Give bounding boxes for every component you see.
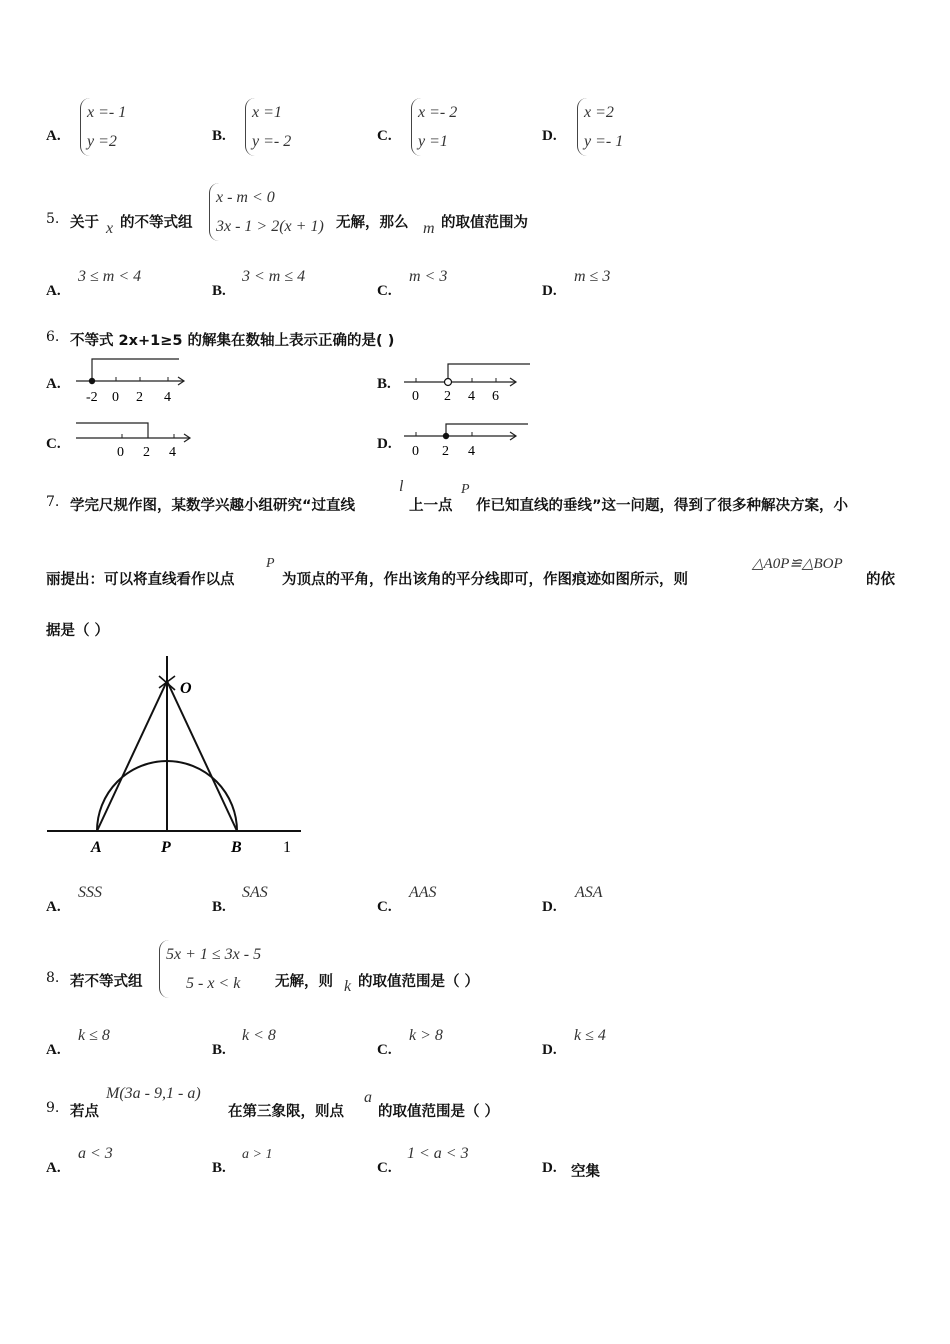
option-label: D. bbox=[542, 1042, 557, 1058]
option-label: B. bbox=[212, 899, 226, 915]
q4-option-a-system bbox=[80, 98, 126, 156]
question-text: 上一点 bbox=[409, 498, 453, 514]
number-line-d bbox=[402, 418, 532, 462]
question-text: 据是（ ） bbox=[46, 623, 110, 639]
question-number: 6. bbox=[46, 329, 60, 345]
option-label: B. bbox=[377, 376, 391, 392]
option-expr: m < 3 bbox=[409, 268, 448, 285]
question-text: 不等式 2x+1≥5 的解集在数轴上表示正确的是( ) bbox=[70, 333, 395, 349]
tick-label: 4 bbox=[468, 444, 475, 459]
q4-option-b-system bbox=[245, 98, 291, 156]
option-label: A. bbox=[46, 283, 61, 299]
question-text: 的取值范围为 bbox=[441, 215, 528, 231]
question-text: 若不等式组 bbox=[70, 974, 143, 990]
point-expr: M(3a - 9,1 - a) bbox=[106, 1085, 201, 1102]
congruence-expr: △A0P≌△BOP bbox=[752, 556, 843, 572]
tick-label: 0 bbox=[112, 390, 119, 405]
point-label-a: A bbox=[91, 839, 102, 856]
system-line: 5 - x < k bbox=[186, 975, 241, 992]
option-expr: ASA bbox=[575, 884, 603, 901]
option-label: D. bbox=[542, 1160, 557, 1176]
point-label-p: P bbox=[161, 839, 171, 856]
tick-label: 4 bbox=[164, 390, 171, 405]
option-expr: SSS bbox=[78, 884, 102, 901]
line-label-l: 1 bbox=[283, 839, 291, 856]
system-line: x - m < 0 bbox=[216, 189, 275, 206]
option-expr: k ≤ 4 bbox=[574, 1027, 606, 1044]
question-text: 若点 bbox=[70, 1104, 99, 1120]
question-text: 的取值范围是（ ） bbox=[378, 1104, 500, 1120]
question-number: 8. bbox=[46, 970, 60, 986]
option-expr: 1 < a < 3 bbox=[407, 1145, 469, 1162]
math-variable: k bbox=[344, 978, 352, 995]
option-label: B. bbox=[212, 1042, 226, 1058]
question-text: 作已知直线的垂线”这一问题，得到了很多种解决方案，小 bbox=[476, 498, 849, 514]
option-expr: k > 8 bbox=[409, 1027, 443, 1044]
q4-option-d-system bbox=[577, 98, 623, 156]
question-number: 5. bbox=[46, 211, 60, 227]
math-variable: P bbox=[461, 482, 470, 497]
tick-label: 6 bbox=[492, 389, 499, 404]
system-line: x =1 bbox=[252, 104, 282, 121]
question-number: 7. bbox=[46, 494, 60, 510]
question-text: 学完尺规作图，某数学兴趣小组研究“过直线 bbox=[70, 498, 356, 514]
tick-label: 4 bbox=[169, 445, 176, 460]
system-line: y =2 bbox=[87, 133, 117, 150]
math-variable: l bbox=[399, 478, 404, 495]
option-expr: k ≤ 8 bbox=[78, 1027, 110, 1044]
point-label-o: O bbox=[180, 680, 192, 697]
option-expr: a < 3 bbox=[78, 1145, 113, 1162]
option-label: A. bbox=[46, 1160, 61, 1176]
tick-label: 2 bbox=[442, 444, 449, 459]
option-label: C. bbox=[377, 1042, 392, 1058]
option-label: A. bbox=[46, 899, 61, 915]
q4-option-b-label: B. bbox=[212, 128, 226, 144]
tick-label: 0 bbox=[412, 444, 419, 459]
option-label: D. bbox=[377, 436, 392, 452]
option-label: A. bbox=[46, 376, 61, 392]
tick-label: 4 bbox=[468, 389, 475, 404]
inequality-system bbox=[209, 183, 324, 241]
option-expr: 3 < m ≤ 4 bbox=[242, 268, 306, 285]
option-expr: k < 8 bbox=[242, 1027, 276, 1044]
question-text: 无解，那么 bbox=[336, 215, 409, 231]
tick-label: 0 bbox=[117, 445, 124, 460]
math-variable: m bbox=[423, 220, 435, 237]
system-line: y =- 2 bbox=[252, 133, 292, 150]
math-variable: x bbox=[106, 220, 114, 237]
question-text: 关于 bbox=[70, 215, 99, 231]
system-line: y =- 1 bbox=[584, 133, 624, 150]
q4-option-c-system bbox=[411, 98, 457, 156]
number-line-c bbox=[74, 418, 196, 462]
tick-label: 0 bbox=[412, 389, 419, 404]
option-label: C. bbox=[377, 1160, 392, 1176]
system-line: 5x + 1 ≤ 3x - 5 bbox=[166, 946, 262, 963]
question-text: 的不等式组 bbox=[120, 215, 193, 231]
option-label: B. bbox=[212, 1160, 226, 1176]
option-label: D. bbox=[542, 283, 557, 299]
system-line: x =- 2 bbox=[418, 104, 458, 121]
number-line-b bbox=[402, 358, 532, 406]
q4-option-d-label: D. bbox=[542, 128, 557, 144]
option-expr: 空集 bbox=[571, 1164, 600, 1180]
question-text: 无解，则 bbox=[275, 974, 333, 990]
question-text: 的取值范围是（ ） bbox=[358, 974, 480, 990]
system-line: x =- 1 bbox=[87, 104, 127, 121]
math-variable: P bbox=[266, 556, 275, 571]
option-label: C. bbox=[46, 436, 61, 452]
option-expr: m ≤ 3 bbox=[574, 268, 611, 285]
system-line: y =1 bbox=[418, 133, 448, 150]
option-label: C. bbox=[377, 283, 392, 299]
option-expr: a > 1 bbox=[242, 1147, 273, 1162]
math-variable: a bbox=[364, 1089, 372, 1106]
question-number: 9. bbox=[46, 1100, 60, 1116]
point-label-b: B bbox=[231, 839, 242, 856]
q4-option-a-label: A. bbox=[46, 128, 61, 144]
compass-construction-figure bbox=[44, 652, 306, 858]
question-text: 在第三象限，则点 bbox=[228, 1104, 344, 1120]
question-text: 为顶点的平角，作出该角的平分线即可，作图痕迹如图所示，则 bbox=[282, 572, 688, 588]
tick-label: 2 bbox=[143, 445, 150, 460]
option-label: A. bbox=[46, 1042, 61, 1058]
option-label: D. bbox=[542, 899, 557, 915]
q4-option-c-label: C. bbox=[377, 128, 392, 144]
option-expr: 3 ≤ m < 4 bbox=[78, 268, 142, 285]
system-line: 3x - 1 > 2(x + 1) bbox=[216, 218, 324, 235]
inequality-system bbox=[159, 940, 261, 998]
number-line-a bbox=[74, 355, 189, 405]
option-expr: AAS bbox=[409, 884, 437, 901]
tick-label: 2 bbox=[444, 389, 451, 404]
option-expr: SAS bbox=[242, 884, 268, 901]
question-text: 丽提出：可以将直线看作以点 bbox=[46, 572, 235, 588]
option-label: C. bbox=[377, 899, 392, 915]
system-line: x =2 bbox=[584, 104, 614, 121]
option-label: B. bbox=[212, 283, 226, 299]
tick-label: 2 bbox=[136, 390, 143, 405]
tick-label: -2 bbox=[86, 390, 98, 405]
question-text: 的依 bbox=[866, 572, 895, 588]
